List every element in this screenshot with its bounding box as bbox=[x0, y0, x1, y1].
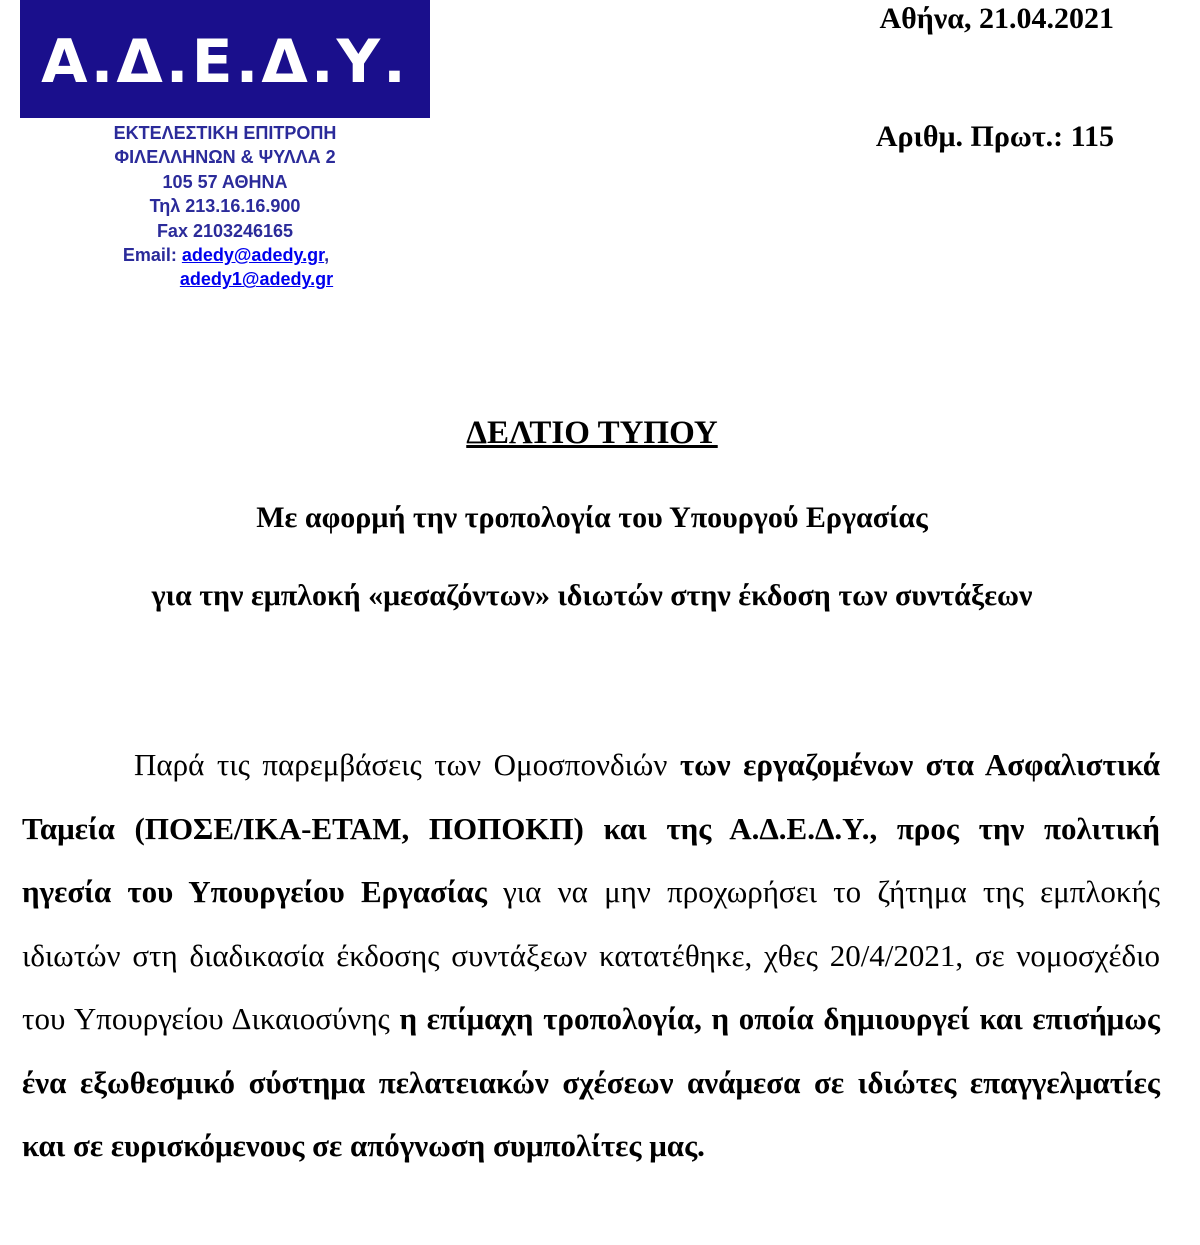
address-street: ΦΙΛΕΛΛΗΝΩΝ & ΨΥΛΛΑ 2 bbox=[114, 147, 336, 168]
paragraph-bold-2: η επίμαχη τροπολογία, η οποία δημιουργεί και επισήμως ένα εξωθεσμικό σύστημα πελατειακών σχέσεων ανάμεσα σε ιδιώτες επαγγελματίες και σε ευρισκόμενους σε απόγνωση συμπολίτες μας. bbox=[22, 1001, 1160, 1163]
address-city: 105 57 ΑΘΗΝΑ bbox=[162, 171, 288, 192]
email-label: Email: bbox=[122, 245, 182, 266]
email-row-secondary bbox=[20, 267, 430, 291]
document-date: Αθήνα, 21.04.2021 bbox=[879, 2, 1114, 35]
phone-number: Τηλ 213.16.16.900 bbox=[149, 196, 301, 217]
paragraph-text-1: Παρά τις παρεμβάσεις των Ομοσπονδιών bbox=[134, 747, 680, 782]
contact-block bbox=[20, 121, 430, 292]
body-paragraph bbox=[22, 733, 1160, 1178]
organization-logo bbox=[20, 0, 430, 118]
committee-name: ΕΚΤΕΛΕΣΤΙΚΗ ΕΠΙΤΡΟΠΗ bbox=[113, 123, 337, 143]
email-link-primary[interactable]: adedy@adedy.gr bbox=[181, 245, 325, 266]
paragraph-text-2: για να μην προχωρήσει το ζήτημα της εμπλοκής ιδιωτών στη διαδικασία έκδοσης συντάξεων κατατέθηκε, χθες 20/4/2021, σε νομοσχέδιο του Υπουργείου Δικαιοσύνης bbox=[22, 874, 1160, 1036]
email-separator: , bbox=[324, 245, 330, 266]
paragraph-bold-1: των εργαζομένων στα Ασφαλιστικά Ταμεία (ΠΟΣΕ/ΙΚΑ-ΕΤΑΜ, ΠΟΠΟΚΠ) και της Α.Δ.Ε.Δ.Υ., προς την πολιτική ηγεσία του Υπουργείου Εργασίας bbox=[22, 747, 1160, 909]
document-title: ΔΕΛΤΙΟ ΤΥΠΟΥ bbox=[466, 415, 718, 451]
email-link-secondary[interactable]: adedy1@adedy.gr bbox=[179, 269, 334, 290]
subtitle-line-2: για την εμπλοκή «μεσαζόντων» ιδιωτών στην έκδοση των συντάξεων bbox=[151, 579, 1033, 612]
logo-text: Α.Δ.Ε.Δ.Υ. bbox=[41, 27, 409, 97]
subtitle-line-1: Με αφορμή την τροπολογία του Υπουργού Εργασίας bbox=[256, 501, 928, 534]
email-row bbox=[20, 243, 430, 267]
protocol-number: Αριθμ. Πρωτ.: 115 bbox=[875, 120, 1114, 153]
fax-number: Fax 2103246165 bbox=[156, 220, 294, 241]
